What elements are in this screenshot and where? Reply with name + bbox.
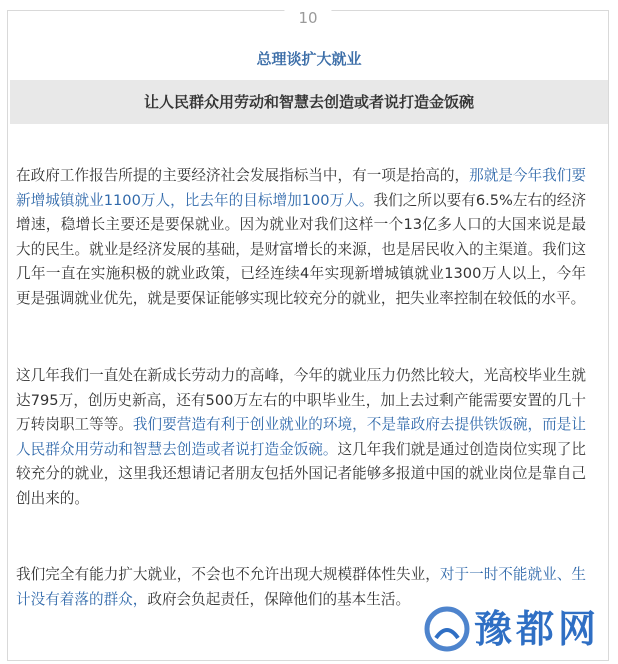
paragraph-3-highlight: 对于一时不能就业、生计没有着落的群众， xyxy=(16,566,586,608)
paragraph-1-text-1: 在政府工作报告所提的主要经济社会发展指标当中，有一项是抬高的， xyxy=(16,167,470,184)
article-title: 总理谈扩大就业 xyxy=(256,50,362,68)
paragraph-1-text-2: 我们之所以要有6.5%左右的经济增速，稳增长主要还是要保就业。因为就业对我们这样一个13亿多人口的大国来说是最大的民生。就业是经济发展的基础，是财富增长的来源，也是居民收入的主渠道。我们这几年一直在实施积极的就业政策，已经连续4年实现新增城镇就业1300万人以上，今年更是强调就业优先，就是要保证能够实现比较充分的就业，把失业率控制在较低的水平。 xyxy=(16,191,586,307)
paragraph-2-highlight: 我们要营造有利于创业就业的环境，不是靠政府去提供铁饭碗，而是让人民群众用劳动和智慧去创造或者说打造金饭碗。 xyxy=(16,416,586,458)
watermark-logo-icon xyxy=(422,604,472,654)
paragraph-1 xyxy=(16,164,586,311)
watermark-text: 豫都网 xyxy=(474,606,601,651)
article-subtitle: 让人民群众用劳动和智慧去创造或者说打造金饭碗 xyxy=(10,80,608,124)
paragraph-1-highlight: 那就是今年我们要新增城镇就业1100万人，比去年的目标增加100万人。 xyxy=(16,167,586,209)
paragraph-3-text-2: 政府会负起责任，保障他们的基本生活。 xyxy=(147,590,411,608)
paragraph-2 xyxy=(16,364,586,511)
site-watermark xyxy=(422,602,610,656)
page-number: 10 xyxy=(284,10,331,26)
paragraph-3-text-1: 我们完全有能力扩大就业，不会也不允许出现大规模群体性失业， xyxy=(16,566,440,583)
paragraph-2-text-2: 这几年我们就是通过创造岗位实现了比较充分的就业，这里我还想请记者朋友包括外国记者能够多报道中国的就业岗位是靠自己创出来的。 xyxy=(16,440,586,507)
paragraph-2-text-1: 这几年我们一直处在新成长劳动力的高峰，今年的就业压力仍然比较大，光高校毕业生就达795万，创历史新高，还有500万左右的中职毕业生，加上去过剩产能需要安置的几十万转岗职工等等。 xyxy=(16,367,586,433)
